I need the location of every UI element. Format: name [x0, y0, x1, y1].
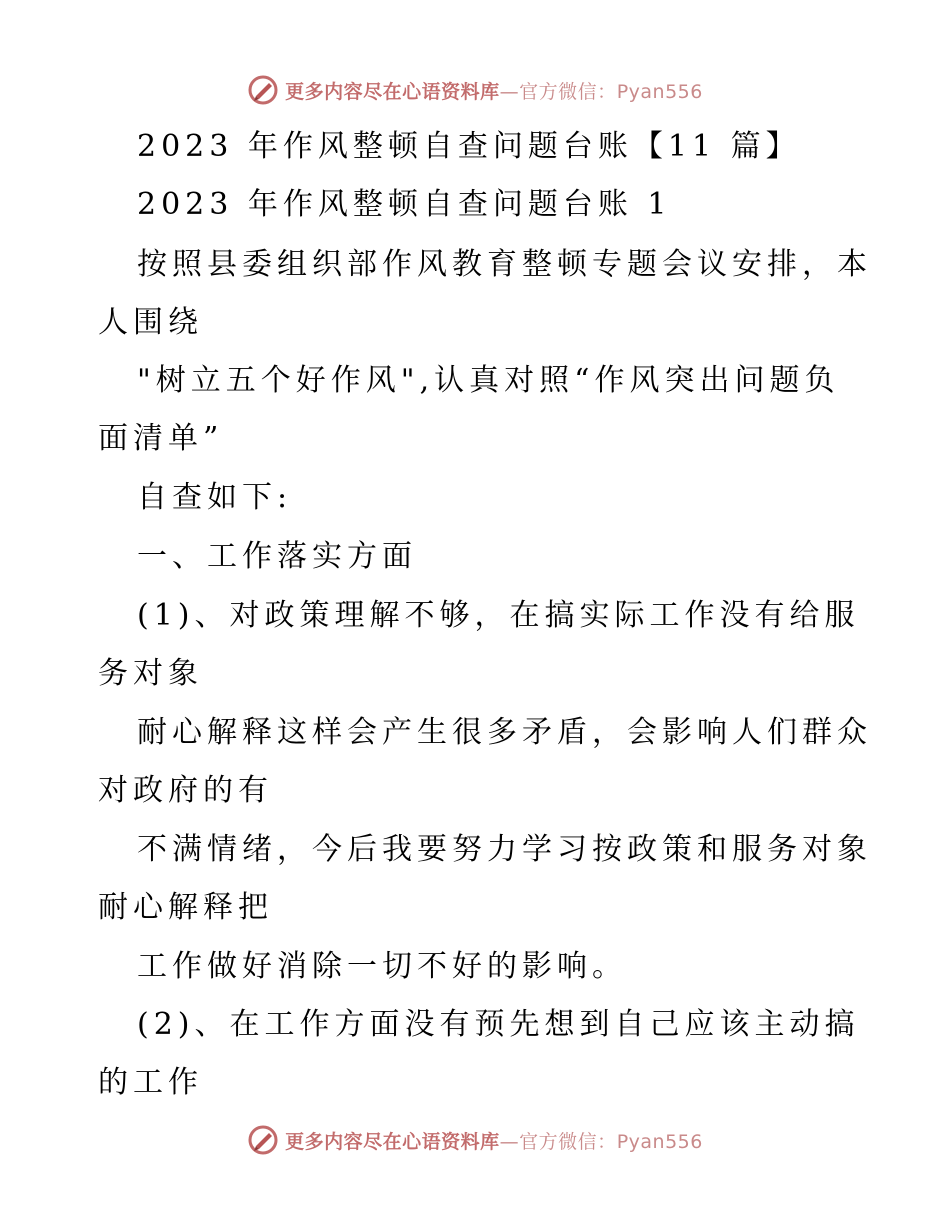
watermark-brand: 更多内容尽在心语资料库 — [285, 80, 500, 103]
paragraph-line: 人围绕 — [98, 305, 203, 340]
pen-in-circle-icon — [247, 74, 279, 106]
paragraph-line: (1)、对政策理解不够，在搞实际工作没有给服 — [137, 598, 860, 633]
paragraph-line: (2)、在工作方面没有预先想到自己应该主动搞 — [137, 1007, 860, 1042]
paragraph-line: 按照县委组织部作风教育整顿专题会议安排，本 — [137, 247, 872, 282]
watermark-text — [285, 1127, 703, 1154]
paragraph-line: 务对象 — [98, 656, 203, 691]
paragraph-line: 对政府的有 — [98, 773, 273, 808]
pen-in-circle-icon — [247, 1124, 279, 1156]
section-heading: 一、工作落实方面 — [137, 539, 417, 574]
paragraph-line: 的工作 — [98, 1065, 203, 1100]
watermark-footer — [0, 1120, 950, 1160]
paragraph-line: "树立五个好作风",认真对照“作风突出问题负 — [137, 363, 840, 398]
paragraph-line: 工作做好消除一切不好的影响。 — [137, 949, 627, 984]
document-title: 2023 年作风整顿自查问题台账【11 篇】 — [137, 129, 801, 164]
watermark-label: —官方微信： — [499, 80, 617, 103]
paragraph-line: 耐心解释把 — [98, 890, 273, 925]
document-subtitle: 2023 年作风整顿自查问题台账 1 — [137, 187, 672, 222]
watermark-text — [285, 77, 703, 104]
watermark-wechat-id: Pyan556 — [616, 80, 703, 103]
watermark-wechat-id: Pyan556 — [616, 1130, 703, 1153]
paragraph-line: 不满情绪，今后我要努力学习按政策和服务对象 — [137, 832, 872, 867]
paragraph-line: 面清单” — [98, 421, 224, 456]
watermark-label: —官方微信： — [499, 1130, 617, 1153]
paragraph-line: 自查如下: — [137, 480, 293, 515]
watermark-header — [0, 70, 950, 110]
paragraph-line: 耐心解释这样会产生很多矛盾，会影响人们群众 — [137, 715, 872, 750]
watermark-brand: 更多内容尽在心语资料库 — [285, 1130, 500, 1153]
